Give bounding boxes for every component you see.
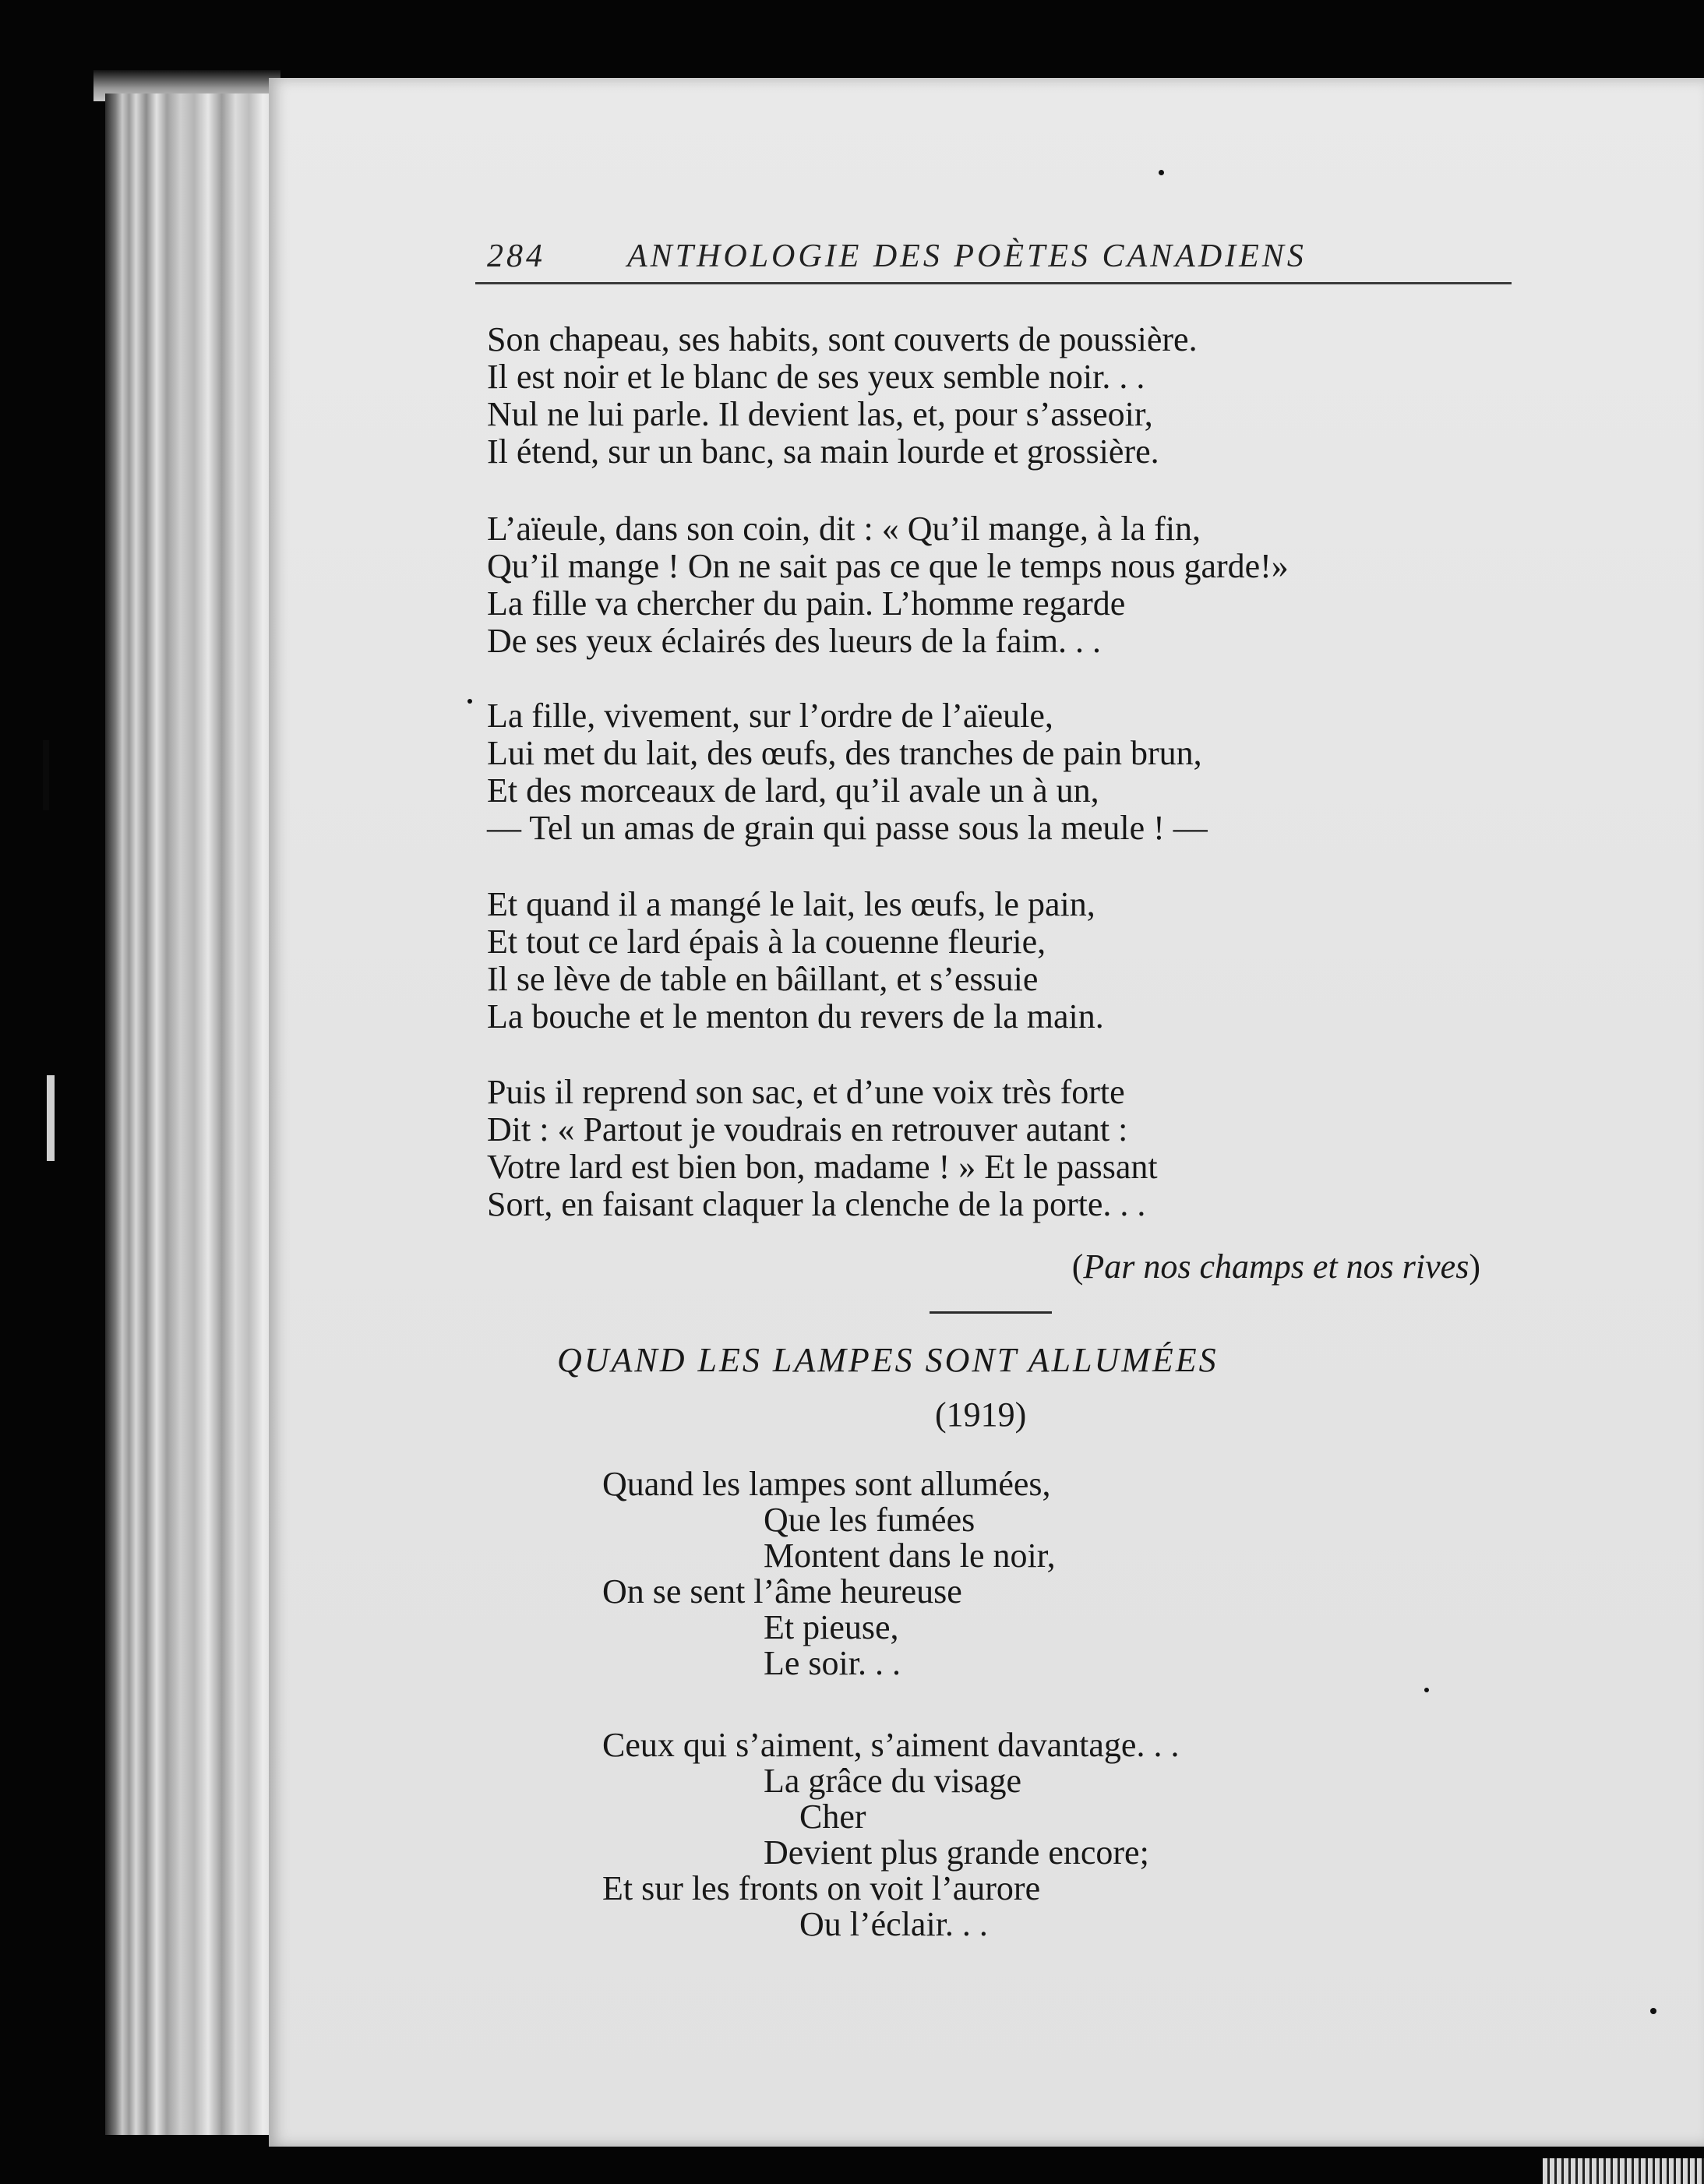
scan-speck	[1424, 1688, 1429, 1692]
verse-line: L’aïeule, dans son coin, dit : « Qu’il mange, à la fin,	[487, 510, 1201, 548]
verse-line: Son chapeau, ses habits, sont couverts de poussière.	[487, 320, 1198, 358]
section-divider	[930, 1311, 1052, 1314]
verse-line: Cher	[799, 1798, 866, 1836]
verse-line: Et pieuse,	[764, 1608, 899, 1646]
verse-line: Quand les lampes sont allumées,	[602, 1465, 1051, 1503]
verse-line: Puis il reprend son sac, et d’une voix très forte	[487, 1073, 1125, 1111]
verse-line: Ceux qui s’aiment, s’aiment davantage. . .	[602, 1726, 1180, 1764]
book-spine-page-edges	[105, 93, 277, 2135]
verse-line: Et tout ce lard épais à la couenne fleurie,	[487, 923, 1046, 961]
verse-line: Ou l’éclair. . .	[799, 1905, 988, 1943]
stanza	[487, 886, 1531, 1036]
poem-verse	[602, 1727, 1459, 1942]
source-citation	[951, 1247, 1480, 1286]
verse-line: Il se lève de table en bâillant, et s’essuie	[487, 960, 1039, 998]
verse-line: Et quand il a mangé le lait, les œufs, le pain,	[487, 885, 1095, 923]
verse-line: Sort, en faisant claquer la clenche de la porte. . .	[487, 1185, 1146, 1223]
verse-line: La grâce du visage	[764, 1762, 1022, 1800]
verse-line: On se sent l’âme heureuse	[602, 1572, 962, 1611]
verse-line: Montent dans le noir,	[764, 1537, 1056, 1575]
stanza	[487, 510, 1531, 660]
verse-line: Le soir. . .	[764, 1644, 901, 1682]
verse-line: De ses yeux éclairés des lueurs de la faim. . .	[487, 622, 1102, 660]
verse-line: Et sur les fronts on voit l’aurore	[602, 1869, 1041, 1907]
poem-year: (1919)	[935, 1395, 1027, 1434]
verse-line: Il est noir et le blanc de ses yeux semble noir. . .	[487, 358, 1145, 396]
verse-line: La fille, vivement, sur l’ordre de l’aïeule,	[487, 697, 1053, 735]
scan-speck	[1650, 2008, 1656, 2014]
verse-line: Il étend, sur un banc, sa main lourde et grossière.	[487, 432, 1159, 471]
scan-speck	[1159, 170, 1164, 175]
verse-line: Lui met du lait, des œufs, des tranches de pain brun,	[487, 734, 1202, 772]
verse-line: Que les fumées	[764, 1501, 975, 1539]
edge-mark	[47, 1075, 55, 1161]
edge-mark	[43, 740, 49, 810]
citation-close-paren: )	[1469, 1247, 1480, 1286]
running-header	[487, 238, 1515, 284]
verse-line: Qu’il mange ! On ne sait pas ce que le temps nous garde!»	[487, 547, 1289, 585]
poem-verse	[602, 1466, 1459, 1681]
verse-line: Votre lard est bien bon, madame ! » Et le passant	[487, 1148, 1158, 1186]
verse-line: Nul ne lui parle. Il devient las, et, pour s’asseoir,	[487, 395, 1153, 433]
header-title: ANTHOLOGIE DES POÈTES CANADIENS	[627, 238, 1307, 274]
header-rule	[475, 282, 1512, 284]
verse-line: Dit : « Partout je voudrais en retrouver autant :	[487, 1110, 1128, 1148]
stanza	[487, 1074, 1531, 1223]
citation-open-paren: (	[1071, 1247, 1084, 1286]
verse-line: La fille va chercher du pain. L’homme regarde	[487, 584, 1126, 623]
verse-line: — Tel un amas de grain qui passe sous la meule ! —	[487, 809, 1208, 847]
citation-title: Par nos champs et nos rives	[1083, 1247, 1469, 1286]
stanza	[487, 697, 1531, 847]
verse-line: Devient plus grande encore;	[764, 1833, 1149, 1872]
poem-title: QUAND LES LAMPES SONT ALLUMÉES	[557, 1341, 1219, 1379]
stanza	[487, 321, 1531, 471]
verse-line: La bouche et le menton du revers de la main.	[487, 997, 1104, 1036]
scan-speck	[467, 699, 472, 704]
page-number: 284	[487, 238, 545, 274]
verse-line: Et des morceaux de lard, qu’il avale un à un,	[487, 771, 1099, 810]
scanner-edge-strip	[1543, 2158, 1704, 2184]
